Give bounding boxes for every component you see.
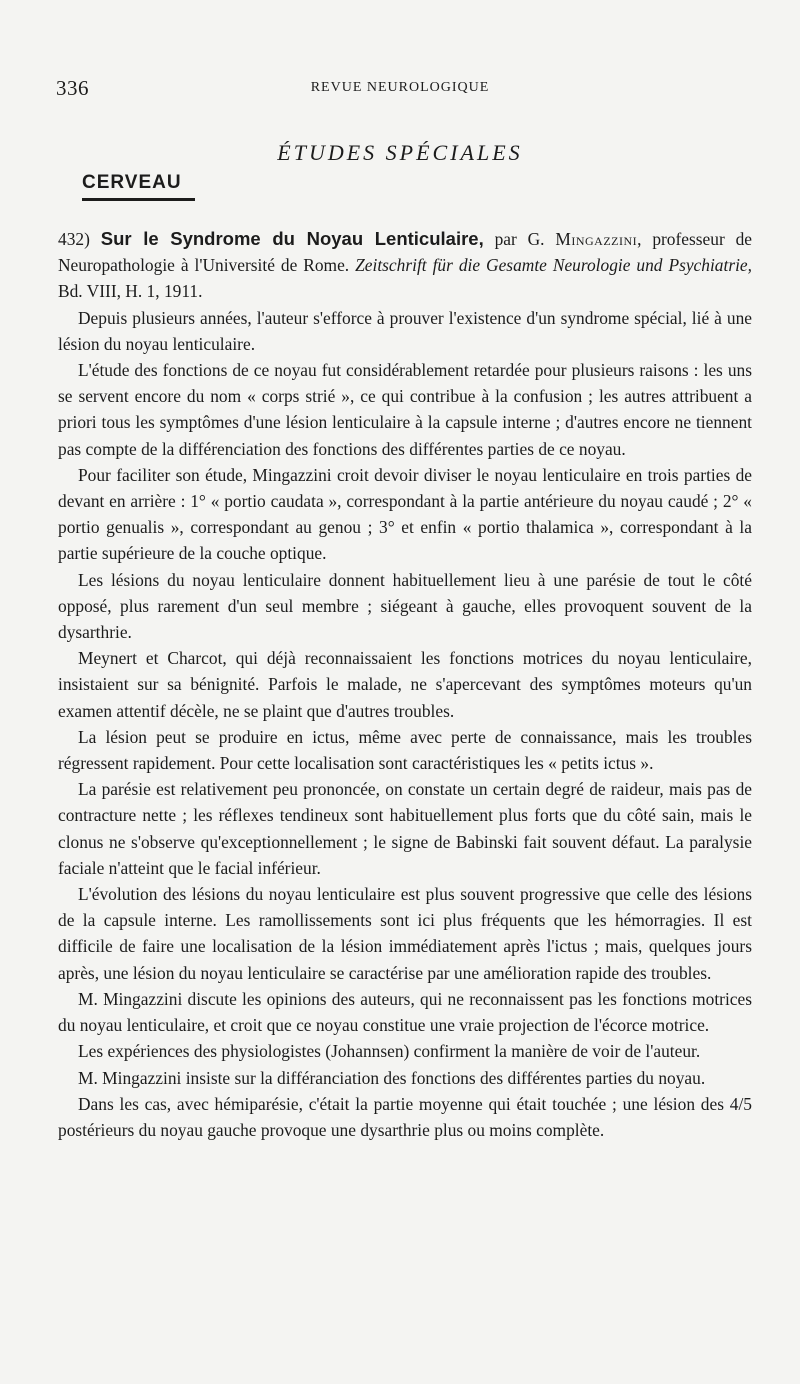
paragraph: La lésion peut se produire en ictus, même avec perte de connaissance, mais les troubles régressent rapidement. Pour cette localisation sont caractéristiques les « petits ictus ». [58,726,752,774]
paragraph: L'évolution des lésions du noyau lenticulaire est plus souvent progressive que celle des lésions de la capsule interne. Les ramollissements sont ici plus fréquents que les hémorragies. Il est difficile de faire une localisation de la lésion immédiatement après l'ictus ; mais, quelques jours après, une lésion du noyau lenticulaire se caractérise par une amélioration rapide des troubles. [58,884,752,983]
entry-number: 432) [58,229,90,249]
paragraph: La parésie est relativement peu prononcée, on constate un certain degré de raideur, mais pas de contracture nette ; les réflexes tendineux sont habituellement plus forts que du côté sain, mais le clonus ne s'observe qu'exceptionnellement ; le signe de Babinski fait souvent défaut. La paralysie faciale n'atteint que le facial inférieur. [58,779,752,878]
subsection-heading: CERVEAU [82,172,182,193]
subsection-rule [82,198,195,201]
author-affiliation: , professeur de Neuropathologie à l'Université de Rome. [58,229,753,276]
journal-name: Zeitschrift für die Gesamte Neurologie und Psychiatrie, [355,255,752,276]
section-heading: ÉTUDES SPÉCIALES [277,140,523,165]
article [58,226,752,1143]
entry-title: Sur le Syndrome du Noyau Lenticulaire, [100,228,484,249]
article-header [58,226,752,305]
paragraph: Les lésions du noyau lenticulaire donnent habituellement lieu à une parésie de tout le côté opposé, plus rarement d'un seul membre ; siégeant à gauche, elles provoquent souvent de la dysarthrie. [58,569,752,643]
paragraph: Dans les cas, avec hémiparésie, c'était la partie moyenne qui était touchée ; une lésion des 4/5 postérieurs du noyau gauche provoque une dysarthrie plus ou moins complète. [58,1093,752,1140]
paragraph: Meynert et Charcot, qui déjà reconnaissaient les fonctions motrices du noyau lenticulaire, insistaient sur sa bénignité. Parfois le malade, ne s'apercevant des symptômes moteurs qu'un examen attentif décèle, ne se plaint que d'autres troubles. [58,648,752,721]
paragraph: M. Mingazzini discute les opinions des auteurs, qui ne reconnaissent pas les fonctions motrices du noyau lenticulaire, et croit que ce noyau constitue une vraie projection de l'écorce motrice. [58,988,752,1036]
paragraph: L'étude des fonctions de ce noyau fut considérablement retardée pour plusieurs raisons : les uns se servent encore du nom « corps strié », ce qui contribue à la confusion ; les autres attribuent a priori tous les symptômes d'une lésion lenticulaire à la capsule interne ; d'autres encore ne tiennent pas compte de la différenciation des fonctions des différentes parties de ce noyau. [58,360,752,459]
paragraph: Depuis plusieurs années, l'auteur s'efforce à prouver l'existence d'un syndrome spécial, lié à une lésion du noyau lenticulaire. [58,307,752,354]
running-head: REVUE NEUROLOGIQUE [310,80,490,95]
author-prefix: par G. [483,229,556,249]
paragraph: M. Mingazzini insiste sur la différanciation des fonctions des différentes parties du noyau. [78,1067,706,1088]
author-name: Mingazzini [555,229,638,249]
paragraph: Pour faciliter son étude, Mingazzini croit devoir diviser le noyau lenticulaire en trois parties de devant en arrière : 1° « portio caudata », correspondant à la partie antérieure du noyau caudé ; 2° « portio genualis », correspondant au genou ; 3° et enfin « portio thalamica », correspondant à la partie supérieure de la couche optique. [58,464,752,564]
page-number: 336 [56,76,89,100]
citation: Bd. VIII, H. 1, 1911. [58,281,203,302]
paragraph: Les expériences des physiologistes (Johannsen) confirment la manière de voir de l'auteur. [78,1041,701,1062]
